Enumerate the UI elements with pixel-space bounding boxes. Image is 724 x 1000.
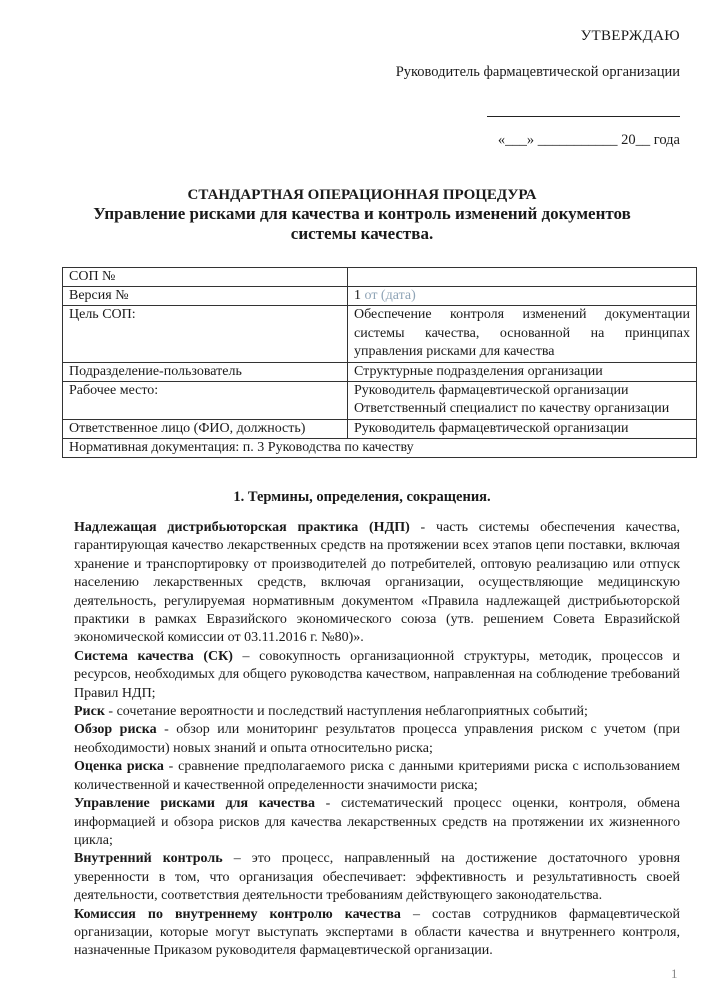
approval-stamp-label: УТВЕРЖДАЮ (580, 28, 680, 44)
definition-item (74, 758, 680, 795)
definition-text: сравнение предполагаемого риска с данными критериями риска с использованием количественной и качественной определенности значимости риска; (74, 759, 681, 793)
definition-term: Обзор риска (74, 722, 157, 738)
approval-date-line: «___» ___________ 20__ года (497, 132, 680, 148)
definition-separator: - (409, 520, 437, 535)
definition-item (74, 795, 680, 850)
definition-item (74, 850, 680, 905)
title-line-3: системы качества. (290, 224, 434, 243)
definition-item (74, 703, 680, 721)
definition-text: сочетание вероятности и последствий наступления неблагоприятных событий; (116, 704, 588, 720)
approver-role: Руководитель фармацевтической организации (395, 64, 680, 80)
document-title (0, 186, 724, 244)
version-date-placeholder: от (дата) (361, 288, 416, 303)
definition-item (74, 721, 680, 758)
definition-term: Внутренний контроль (74, 851, 223, 867)
definition-text: совокупность организационной структуры, методик, процессов и ресурсов, необходимых для общего руководства качеством, направленная на соблюдение требований Правил НДП; (74, 648, 681, 701)
table-row (63, 382, 697, 420)
row-label: Ответственное лицо (ФИО, должность) (63, 419, 348, 438)
row-value (348, 268, 697, 287)
row-label: СОП № (63, 268, 348, 287)
definition-separator: - (314, 796, 341, 812)
row-label: Цель СОП: (63, 306, 348, 363)
definition-term: Комиссия по внутреннему контролю качества (74, 906, 401, 922)
row-value: Руководитель фармацевтической организации (348, 419, 697, 438)
row-value (348, 287, 697, 306)
definition-separator: – (232, 648, 260, 664)
definition-text: часть системы обеспечения качества, гарантирующая качество лекарственных средств на протяжении всех этапов цепи поставки, включая хранение и транспортировку от производителей до потребителей, оптовую реализацию или отпуск населению лекарственных средств, включая организации, осуществляющие медицинскую деятельность, регулируемая нормативным документом «Правила надлежащей дистрибьюторской практики в рамках Евразийского экономического союза (утв. решением Совета Евразийской экономической комиссии от 03.11.2016 г. №80)». (74, 520, 680, 646)
table-row (63, 438, 697, 457)
table-row (63, 419, 697, 438)
row-label: Подразделение-пользователь (63, 363, 348, 382)
table-row (63, 287, 697, 306)
section-heading: 1. Термины, определения, сокращения. (233, 489, 491, 505)
definition-term: Надлежащая дистрибьюторская практика (НДП) (74, 520, 410, 535)
definition-term: Риск (74, 704, 105, 720)
row-value: Структурные подразделения организации (348, 363, 697, 382)
definition-item (74, 648, 680, 703)
definition-separator: – (400, 906, 432, 922)
page-number: 1 (671, 966, 678, 981)
definitions-list (74, 519, 680, 961)
title-line-2: Управление рисками для качества и контроль изменений документов (93, 204, 631, 223)
row-label: Рабочее место: (63, 382, 348, 420)
definition-item (74, 906, 680, 961)
definition-text: состав сотрудников фармацевтической организации, которые могут выступать экспертами в области качества и внутреннего контроля, назначенные Приказом руководителя фармацевтической организации. (74, 906, 681, 959)
definition-term: Управление рисками для качества (74, 796, 315, 812)
definition-text: систематический процесс оценки, контроля, обмена информацией и обзора рисков для качества лекарственных средств на протяжении их жизненного цикла; (74, 796, 680, 848)
title-line-1: СТАНДАРТНАЯ ОПЕРАЦИОННАЯ ПРОЦЕДУРА (187, 187, 537, 203)
row-label: Версия № (63, 287, 348, 306)
definition-text: это процесс, направленный на достижение достаточного уровня уверенности в том, что организация обеспечивает: эффективность и результативность своей деятельности, соответствия деятельности требованиям действующего законодательства. (74, 851, 681, 904)
signature-line (487, 116, 680, 117)
version-number: 1 (354, 288, 361, 303)
definition-text: обзор или мониторинг результатов процесса управления риском с учетом (при необходимости) новых знаний и опыта относительно риска; (74, 722, 680, 756)
table-row (63, 363, 697, 382)
definition-separator: – (222, 851, 252, 867)
definition-separator: - (163, 759, 179, 775)
definition-term: Оценка риска (74, 759, 164, 775)
table-row (63, 268, 697, 287)
table-row (63, 306, 697, 363)
normative-docs-row: Нормативная документация: п. 3 Руководства по качеству (63, 438, 697, 457)
definition-term: Система качества (СК) (74, 648, 233, 664)
definition-item (74, 519, 680, 648)
row-value: Обеспечение контроля изменений документации системы качества, основанной на принципах управления рисками для качества (348, 306, 697, 363)
definition-separator: - (156, 722, 177, 738)
workplace-1: Руководитель фармацевтической организации (354, 383, 629, 399)
sop-metadata-table (62, 267, 697, 458)
workplace-2: Ответственный специалист по качеству организации (354, 401, 670, 417)
row-value (348, 382, 697, 420)
definition-separator: - (104, 704, 117, 720)
